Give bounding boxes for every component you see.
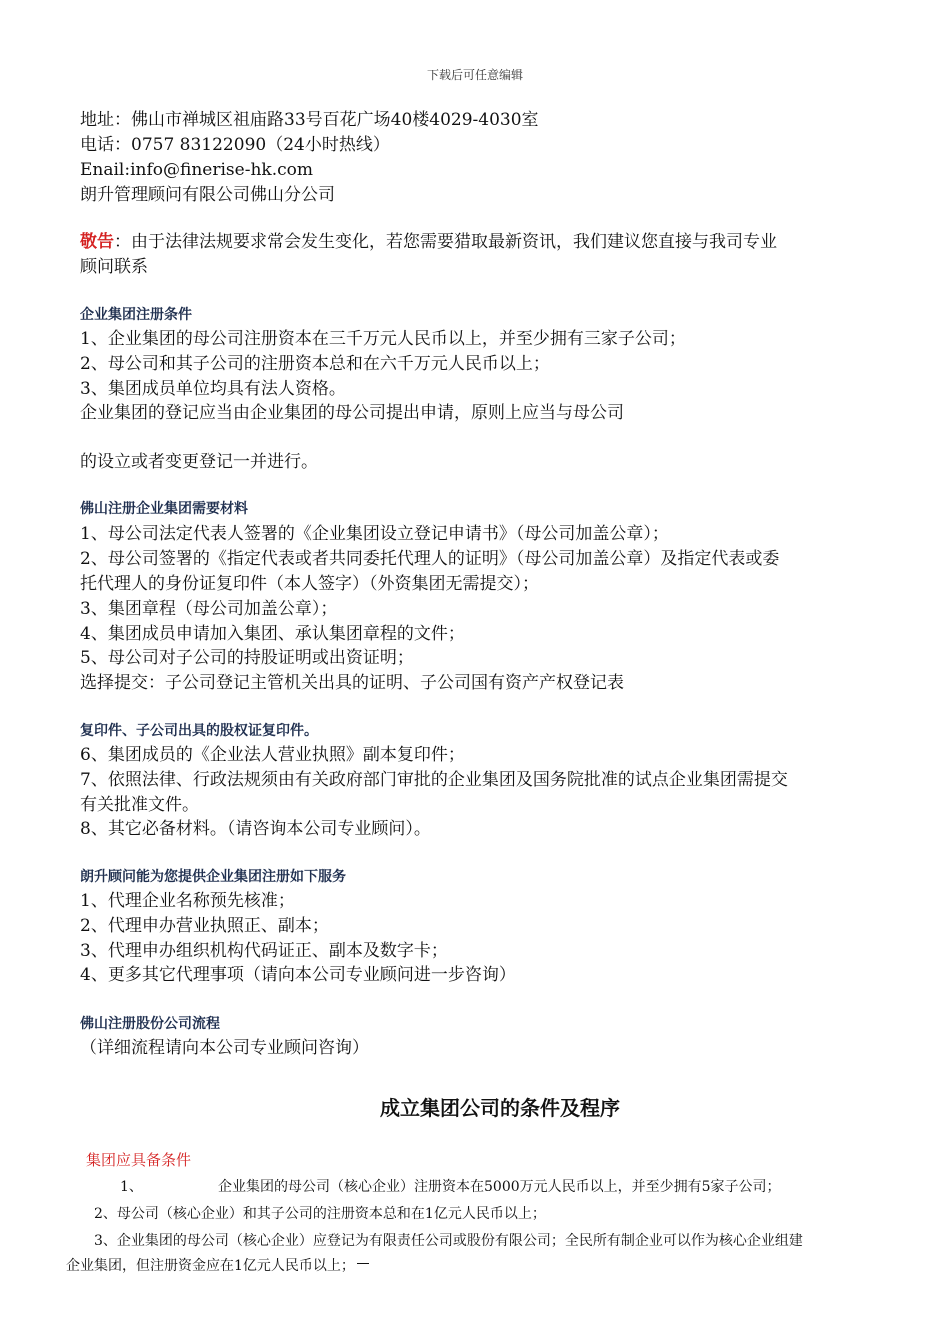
list-item: 6、集团成员的《企业法人营业执照》副本复印件；: [80, 745, 465, 765]
main-title: 成立集团公司的条件及程序: [380, 1096, 620, 1120]
list-item: 4、集团成员申请加入集团、承认集团章程的文件；: [80, 624, 465, 644]
section-title-process: 佛山注册股份公司流程: [80, 1016, 220, 1032]
paragraph: 的设立或者变更登记一并进行。: [80, 452, 318, 472]
email: Enail:info@finerise-hk.com: [80, 160, 313, 180]
section-title-copies: 复印件、子公司出具的股权证复印件。: [80, 723, 318, 739]
list-item: 1、母公司法定代表人签署的《企业集团设立登记申请书》（母公司加盖公章）；: [80, 524, 669, 544]
condition-item: 2、母公司（核心企业）和其子公司的注册资本总和在1亿元人民币以上；: [94, 1206, 546, 1222]
list-item: 2、母公司签署的《指定代表或者共同委托代理人的证明》（母公司加盖公章）及指定代表或委: [80, 549, 780, 569]
company-name: 朗升管理顾问有限公司佛山分公司: [80, 185, 335, 205]
notice-text: ：由于法律法规要求常会发生变化，若您需要猎取最新资讯，我们建议您直接与我司专业: [114, 232, 777, 252]
list-item: 有关批准文件。: [80, 795, 199, 815]
page-header: 下载后可任意编辑: [426, 68, 523, 82]
list-item: 3、代理申办组织机构代码证正、副本及数字卡；: [80, 941, 448, 961]
list-item: 3、集团成员单位均具有法人资格。: [80, 379, 346, 399]
condition-item: 企业集团的母公司（核心企业）注册资本在5000万元人民币以上，并至少拥有5家子公司；: [218, 1179, 781, 1195]
notice: [80, 230, 777, 254]
list-item: 1、企业集团的母公司注册资本在三千万元人民币以上，并至少拥有三家子公司；: [80, 329, 686, 349]
phone: 电话：0757 83122090（24小时热线）: [80, 135, 390, 155]
condition-item: 3、企业集团的母公司（核心企业）应登记为有限责任公司或股份有限公司；全民所有制企业可以作为核心企业组建: [94, 1233, 803, 1249]
list-item: 1、代理企业名称预先核准；: [80, 891, 295, 911]
list-item: 3、集团章程（母公司加盖公章）；: [80, 599, 338, 619]
conditions-title: 集团应具备条件: [86, 1151, 192, 1169]
section-title-materials: 佛山注册企业集团需要材料: [80, 501, 248, 517]
notice-text-cont: 顾问联系: [80, 257, 148, 277]
list-item: 2、代理申办营业执照正、副本；: [80, 916, 329, 936]
notice-label: 敬告: [80, 232, 114, 252]
address: 地址：佛山市禅城区祖庙路33号百花广场40楼4029-4030室: [80, 110, 539, 130]
list-item: 5、母公司对子公司的持股证明或出资证明；: [80, 648, 414, 668]
list-item: 选择提交：子公司登记主管机关出具的证明、子公司国有资产产权登记表: [80, 673, 624, 693]
list-item: 托代理人的身份证复印件（本人签字）（外资集团无需提交）；: [80, 574, 539, 594]
section-title-conditions: 企业集团注册条件: [80, 307, 192, 323]
condition-number: 1、: [120, 1179, 143, 1195]
list-item: 2、母公司和其子公司的注册资本总和在六千万元人民币以上；: [80, 354, 550, 374]
condition-item-cont: 企业集团，但注册资金应在1亿元人民币以上；: [66, 1258, 355, 1274]
condition-item: [66, 1255, 369, 1277]
section-title-services: 朗升顾问能为您提供企业集团注册如下服务: [80, 869, 346, 885]
paragraph: （详细流程请向本公司专业顾问咨询）: [80, 1038, 369, 1058]
paragraph: 企业集团的登记应当由企业集团的母公司提出申请，原则上应当与母公司: [80, 403, 624, 423]
list-item: 8、其它必备材料。（请咨询本公司专业顾问）。: [80, 819, 431, 839]
list-item: 4、更多其它代理事项（请向本公司专业顾问进一步咨询）: [80, 965, 516, 985]
list-item: 7、依照法律、行政法规须由有关政府部门审批的企业集团及国务院批准的试点企业集团需提交: [80, 770, 788, 790]
return-mark-icon: [357, 1263, 369, 1270]
